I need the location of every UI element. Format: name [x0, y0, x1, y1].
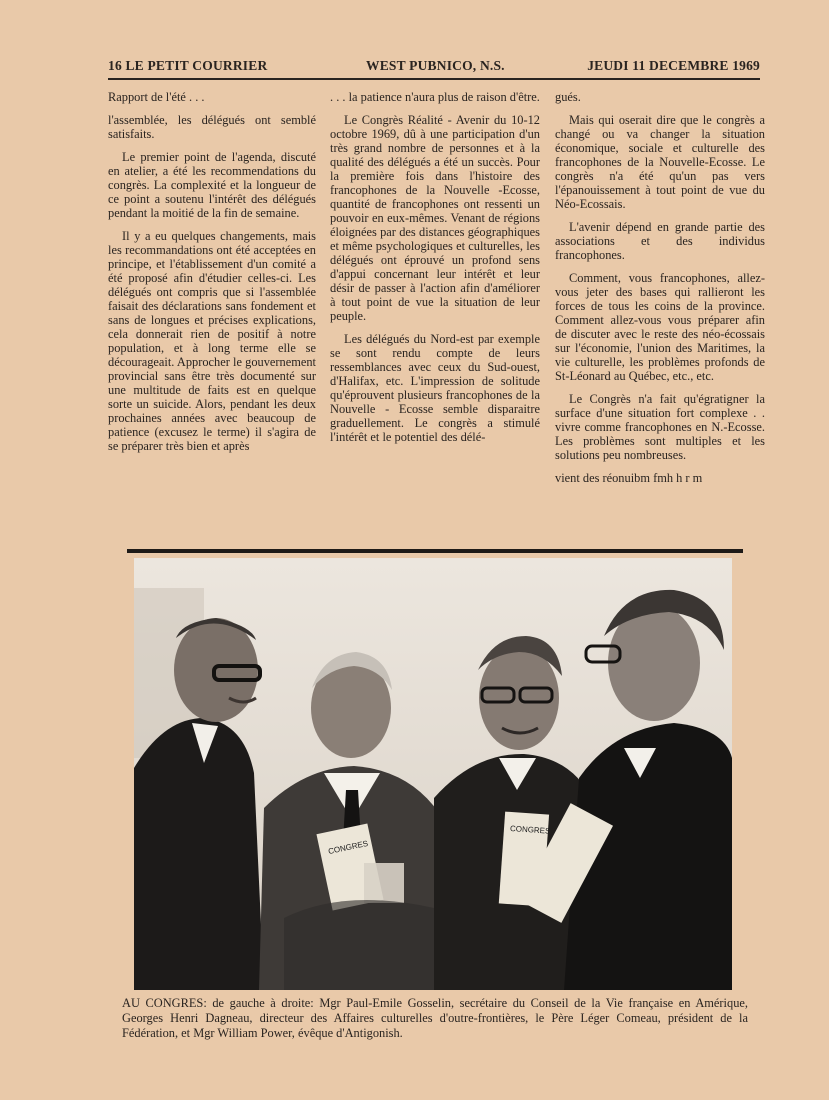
photo-caption: [122, 996, 748, 1041]
header-location: WEST PUBNICO, N.S.: [366, 58, 505, 73]
column-3-paragraph: L'avenir dépend en grande partie des associations et des individus francophones.: [555, 220, 765, 262]
column-3-paragraph: Mais qui oserait dire que le congrès a changé ou va changer la situation économique, sociale et culturelle des francophones de la Nouvelle-Ecosse. Le congrès n'a été qu'un pas vers l'épanouissement à tout point de vue du Néo-Ecossais.: [555, 113, 765, 211]
column-3-paragraph: gués.: [555, 90, 581, 104]
column-1-paragraph: l'assemblée, les délégués ont semblé satisfaits.: [108, 113, 316, 141]
column-3-garbled-line: vient des réonuibm fmh h r m: [555, 471, 703, 485]
column-1-continuation-line: Rapport de l'été . . .: [108, 90, 205, 104]
page-header: [108, 58, 760, 80]
header-page-masthead: 16 LE PETIT COURRIER: [108, 58, 268, 73]
badge-text: CONGRES: [509, 823, 551, 836]
group-photo-illustration: [134, 558, 732, 990]
article-column-1: [108, 90, 316, 462]
caption-text: de gauche à droite: Mgr Paul-Emile Gosselin, secrétaire du Conseil de la Vie française en Amérique, Georges Henri Dagneau, directeur des Affaires culturelles d'outre-frontières, le Père Léger Comeau, président de la Fédération, et Mgr William Power, évêque d'Antigonish.: [122, 996, 748, 1040]
column-1-paragraph: Il y a eu quelques changements, mais les recommandations ont été acceptées en principe, et l'établissement d'un comité a été proposé afin d'étudier celles-ci. Les délégués ont compris que si l'assemblée faisait des déclarations sans fondement et sans de longues et précises explications, cela donnerait rien de positif à notre population, et à long terme elle se décourageait. Approcher le gouvernement provincial sans être très documenté sur une multitude de faits est en quelque sorte un suicide. Alors, pendant les deux prochaines années avec beaucoup de patience (excusez le terme) il s'agira de se préparer très bien et après: [108, 229, 316, 453]
column-2-paragraph: . . . la patience n'aura plus de raison d'être.: [330, 90, 540, 104]
header-date: JEUDI 11 DECEMBRE 1969: [587, 58, 760, 73]
column-3-paragraph: Le Congrès n'a fait qu'égratigner la surface d'une situation fort complexe . . vivre comme francophones en N.-Ecosse. Les problèmes sont multiples et les solutions peu nombreuses.: [555, 392, 765, 462]
column-2-paragraph: Les délégués du Nord-est par exemple se sont rendu compte de leurs ressemblances avec ceux du Sud-ouest, d'Halifax, etc. L'impression de solitude qu'éprouvent plusieurs francophones de la Nouvelle - Ecosse semble disparaitre graduellement. Le congrès a stimulé l'intérêt et le potentiel des délé-: [330, 332, 540, 444]
caption-lead: AU CONGRES:: [122, 996, 207, 1010]
section-divider: [127, 549, 743, 553]
column-2-paragraph: Le Congrès Réalité - Avenir du 10-12 octobre 1969, dû à une participation d'un très grand nombre de personnes et à la qualité des délégués a été un succès. Pour la première fois dans l'histoire des francophones de la Nouvelle -Ecosse, quantité de francophones ont ressenti un pouvoir en eux-mêmes. Venant de régions éloignées par des distances géographiques et même psychologiques et culturelles, les délégués ont éprouvé un profond sens d'appui concernant leur intérêt et leur désir de passer à l'action afin d'améliorer à tout point de vue la situation de leur peuple.: [330, 113, 540, 323]
article-column-3: [555, 90, 765, 494]
column-3-paragraph: Comment, vous francophones, allez-vous jeter des bases qui rallieront les forces de tous les coins de la province. Comment allez-vous vous préparer afin de discuter avec le reste des néo-écossais sur l'économie, l'union des Maritimes, la vie culturelle, les problèmes profonds de St-Léonard au Québec, etc., etc.: [555, 271, 765, 383]
group-photo: [134, 558, 732, 990]
column-1-paragraph: Le premier point de l'agenda, discuté en atelier, a été les recommendations du congrès. La complexité et la longueur de ce point a soutenu l'intérêt des délégués pendant la moitié de la fin de semaine.: [108, 150, 316, 220]
badge-text: CONGRES: [327, 838, 369, 857]
article-column-2: [330, 90, 540, 453]
